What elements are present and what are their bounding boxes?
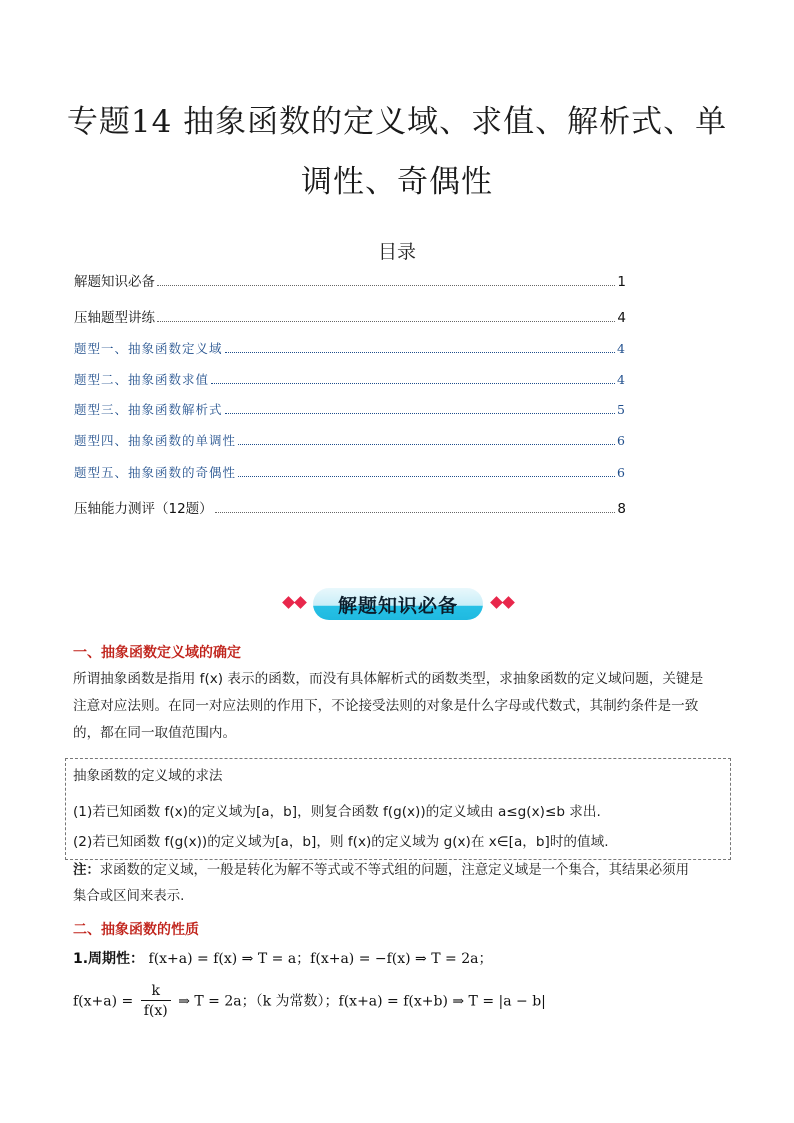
box-item: (2)若已知函数 f(g(x))的定义域为[a，b]，则 f(x)的定义域为 g(x)在 x∈[a，b]时的值域. bbox=[73, 834, 609, 850]
note-line: 集合或区间来表示. bbox=[73, 889, 185, 904]
toc-leader-dots bbox=[211, 382, 615, 384]
toc-leader-dots bbox=[238, 475, 615, 477]
formula-line bbox=[73, 982, 546, 1021]
toc-heading: 目录 bbox=[377, 241, 416, 263]
toc-leader-dots bbox=[225, 351, 616, 353]
toc-entry-label: 解题知识必备 bbox=[74, 274, 155, 290]
paragraph-line: 注意对应法则。在同一对应法则的作用下，不论接受法则的对象是什么字母或代数式，其制约条件是一致 bbox=[73, 698, 699, 714]
section-heading: 二、抽象函数的性质 bbox=[73, 922, 199, 938]
toc-entry-page: 6 bbox=[617, 433, 626, 448]
toc-entry-page: 8 bbox=[617, 501, 626, 517]
toc-leader-dots bbox=[157, 284, 615, 286]
toc-leader-dots bbox=[157, 320, 615, 322]
toc-entry-label: 题型二、抽象函数求值 bbox=[74, 372, 210, 387]
toc-entry-page: 6 bbox=[617, 465, 626, 480]
toc-entry[interactable] bbox=[74, 431, 626, 453]
toc-entry[interactable] bbox=[74, 306, 626, 328]
toc-entry-page: 4 bbox=[617, 372, 626, 387]
title-line-1: 专题14 抽象函数的定义域、求值、解析式、单 bbox=[66, 104, 728, 140]
diamond-icon bbox=[502, 596, 515, 609]
box-item: (1)若已知函数 f(x)的定义域为[a，b]，则复合函数 f(g(x))的定义域由 a≤g(x)≤b 求出. bbox=[73, 804, 601, 820]
formula-text: ⇒ T = 2a；（k 为常数）；f(x+a) = f(x+b) ⇒ T = |a − b| bbox=[178, 993, 546, 1010]
toc-entry-label: 题型五、抽象函数的奇偶性 bbox=[74, 465, 237, 480]
toc-entry-label: 压轴能力测评（12题） bbox=[74, 501, 213, 517]
diamond-icon bbox=[282, 596, 295, 609]
toc-entry-page: 4 bbox=[617, 341, 626, 356]
formula-label: 1.周期性： bbox=[73, 951, 145, 967]
fraction-denominator: f(x) bbox=[143, 1003, 168, 1019]
box-title: 抽象函数的定义域的求法 bbox=[73, 768, 223, 784]
formula-text: f(x+a) = bbox=[73, 993, 134, 1010]
note-text: 求函数的定义域，一般是转化为解不等式或不等式组的问题，注意定义域是一个集合，其结果必须用 bbox=[99, 863, 689, 878]
banner-pill bbox=[313, 588, 483, 620]
document-title bbox=[60, 92, 734, 212]
note-label: 注： bbox=[73, 863, 100, 878]
section-heading: 一、抽象函数定义域的确定 bbox=[73, 645, 241, 661]
fraction bbox=[141, 982, 171, 1021]
toc-leader-dots bbox=[238, 443, 615, 445]
paragraph-line: 所谓抽象函数是指用 f(x) 表示的函数，而没有具体解析式的函数类型，求抽象函数的定义域问题，关键是 bbox=[73, 671, 704, 687]
formula-line bbox=[73, 948, 492, 968]
formula-text: f(x+a) = f(x) ⇒ T = a；f(x+a) = −f(x) ⇒ T = 2a； bbox=[148, 951, 493, 967]
toc-entry[interactable] bbox=[74, 400, 626, 422]
toc-leader-dots bbox=[225, 412, 616, 414]
section-banner bbox=[0, 586, 794, 626]
intro-paragraph bbox=[73, 666, 723, 747]
note-line bbox=[73, 858, 723, 884]
toc-entry[interactable] bbox=[74, 463, 626, 485]
toc-entry-label: 题型四、抽象函数的单调性 bbox=[74, 433, 237, 448]
toc-entry-label: 题型一、抽象函数定义域 bbox=[74, 341, 223, 356]
toc-leader-dots bbox=[215, 511, 616, 513]
paragraph-line: 的，都在同一取值范围内。 bbox=[73, 725, 237, 741]
diamond-icon bbox=[294, 596, 307, 609]
banner-label: 解题知识必备 bbox=[337, 594, 458, 617]
toc-entry[interactable] bbox=[74, 270, 626, 292]
note-paragraph bbox=[73, 858, 723, 910]
toc-entry-page: 1 bbox=[617, 274, 626, 290]
toc-entry[interactable] bbox=[74, 370, 626, 392]
toc-entry-page: 4 bbox=[617, 310, 626, 326]
toc-entry[interactable] bbox=[74, 339, 626, 361]
title-line-2: 调性、奇偶性 bbox=[301, 164, 493, 200]
toc-entry[interactable] bbox=[74, 497, 626, 519]
fraction-numerator: k bbox=[141, 982, 171, 1001]
toc-entry-label: 题型三、抽象函数解析式 bbox=[74, 402, 223, 417]
toc-entry-page: 5 bbox=[617, 402, 626, 417]
toc-entry-label: 压轴题型讲练 bbox=[74, 310, 155, 326]
diamond-icon bbox=[490, 596, 503, 609]
